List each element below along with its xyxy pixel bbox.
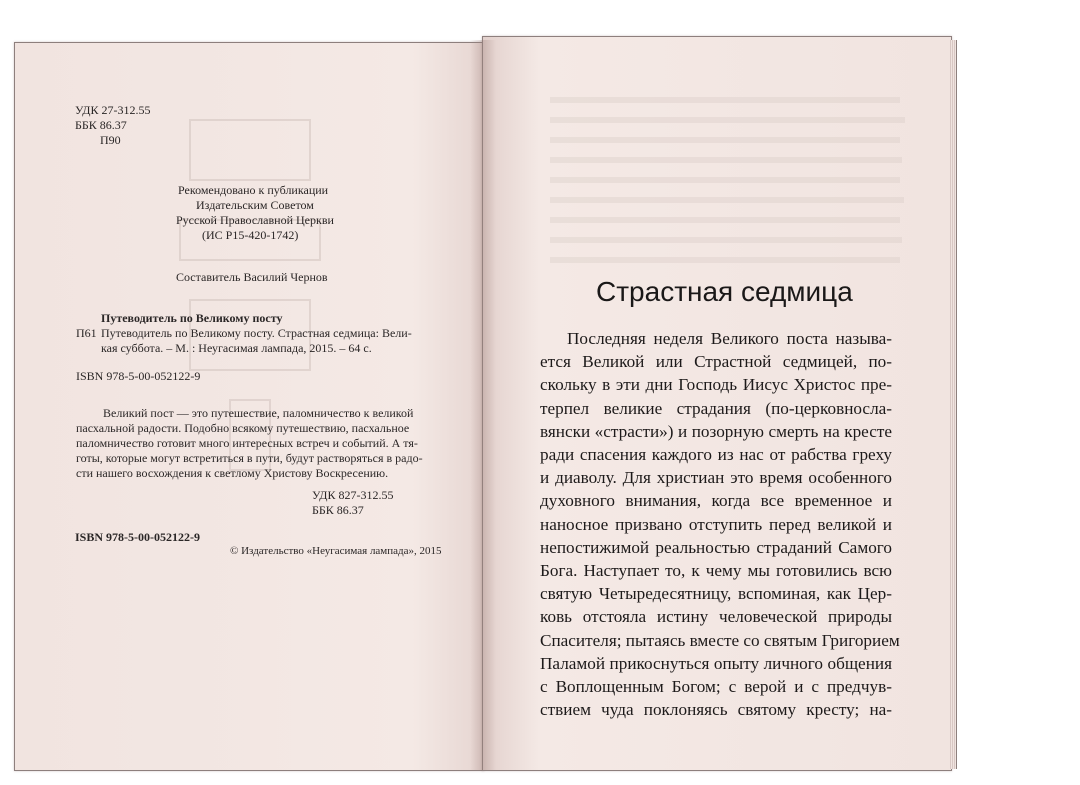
bbk-bottom: ББК 86.37 xyxy=(312,503,364,517)
body-line: непостижимой реальностью страданий Самого xyxy=(540,537,892,557)
udk-bottom: УДК 827-312.55 xyxy=(312,488,394,502)
recommended-line-3: Русской Православной Церкви xyxy=(176,213,334,227)
recommended-line-4: (ИС Р15-420-1742) xyxy=(202,228,299,242)
body-line: Бога. Наступает то, к чему мы готовились всю xyxy=(540,561,892,581)
compiler-credit: Составитель Василий Чернов xyxy=(176,270,328,284)
body-line: скольку в эти дни Господь Иисус Христос пре- xyxy=(540,375,892,395)
bbk-top: ББК 86.37 xyxy=(75,118,127,132)
annotation-line-2: пасхальной радости. Подобно всякому путешествию, пасхальное xyxy=(76,421,410,435)
book-gutter xyxy=(470,40,496,770)
chapter-title: Страстная седмица xyxy=(596,276,853,307)
body-line: Спасителя; пытаясь вместе со святым Григорием xyxy=(540,630,900,650)
body-line: Паламой прикоснуться опыту личного общения xyxy=(540,653,892,673)
udk-top: УДК 27-312.55 xyxy=(75,103,151,117)
body-line: ради спасения каждого из нас от рабства греху xyxy=(540,445,892,465)
recommended-line-2: Издательским Советом xyxy=(196,198,314,212)
body-line: духовного внимания, когда все временное и xyxy=(540,491,892,511)
body-line: вянски «страсти») и позорную смерть на кресте xyxy=(540,421,892,441)
annotation-line-3: паломничество готовит много интересных встреч и событий. А тя- xyxy=(76,436,418,450)
isbn-middle: ISBN 978-5-00-052122-9 xyxy=(76,369,201,383)
recommended-line-1: Рекомендовано к публикации xyxy=(178,183,329,197)
body-line: ется Великой или Страстной седмицей, по- xyxy=(540,352,892,372)
body-line: наносное призвано отступить перед великой и xyxy=(540,514,892,534)
show-through-right xyxy=(540,90,920,270)
catalog-entry-line-2: кая суббота. – М. : Неугасимая лампада, 2015. – 64 с. xyxy=(101,341,372,355)
body-line: святую Четыредесятницу, вспоминая, как Цер- xyxy=(540,584,892,604)
book-title-bold: Путеводитель по Великому посту xyxy=(101,311,283,325)
body-line: ствием чуда поклоняясь святому кресту; на- xyxy=(540,700,892,720)
annotation-line-1: Великий пост — это путешествие, паломничество к великой xyxy=(103,406,414,420)
body-line: ковь отстояла истину человеческой природы xyxy=(540,607,892,627)
annotation-line-4: готы, которые могут встретиться в пути, будут растворяться в радо- xyxy=(76,451,423,465)
catalog-code: П61 xyxy=(76,326,97,340)
body-line: Последняя неделя Великого поста называ- xyxy=(567,329,892,348)
catalog-entry-line-1: Путеводитель по Великому посту. Страстная седмица: Вели- xyxy=(101,326,412,340)
page-edges xyxy=(950,40,957,769)
body-line: терпел великие страдания (по-церковносла- xyxy=(540,398,892,418)
copyright: © Издательство «Неугасимая лампада», 2015 xyxy=(230,545,442,557)
body-line: с Воплощенным Богом; с верой и с предчув- xyxy=(540,677,892,697)
chapter-body xyxy=(540,327,900,721)
isbn-bottom: ISBN 978-5-00-052122-9 xyxy=(75,530,200,544)
annotation-line-5: сти нашего восхождения к светлому Христову Воскресению. xyxy=(76,466,389,480)
catalog-code-top: П90 xyxy=(100,133,121,147)
body-line: и диаволу. Для христиан это время особенного xyxy=(540,468,892,488)
